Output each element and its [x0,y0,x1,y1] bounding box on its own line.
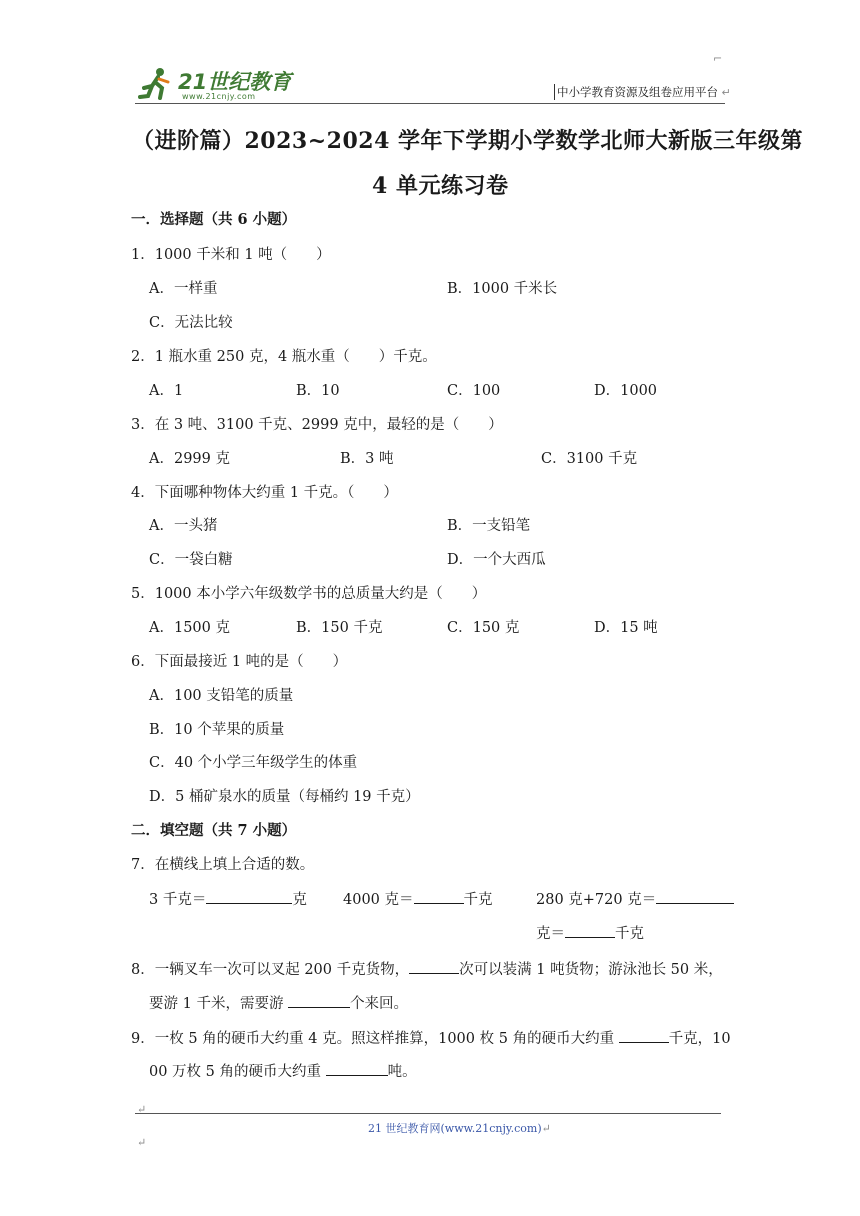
question-3-option-b: B．3 吨 [340,451,394,467]
page-title-line-1: （进阶篇）2023~2024 学年下学期小学数学北师大新版三年级第 [132,128,804,154]
question-1-option-b: B．1000 千米长 [447,281,558,297]
q7-part-3-left: 280 克+720 克＝ [536,892,657,908]
logo-url: www.21cnjy.com [182,92,256,101]
question-5-option-a: A．1500 克 [149,620,230,636]
question-5-option-d: D．15 吨 [594,620,658,636]
question-3-option-a: A．2999 克 [149,451,230,467]
question-4-stem: 4．下面哪种物体大约重 1 千克。（ ） [131,485,398,501]
question-2-option-d: D．1000 [594,383,658,399]
answer-blank[interactable] [414,889,464,904]
question-7-part-2 [343,888,493,909]
q9-text-c: 00 万枚 5 角的硬币大约重 [149,1064,326,1080]
page-title-line-2: 4 单元练习卷 [372,173,509,199]
answer-blank[interactable] [656,889,734,904]
footer-rule [135,1113,721,1114]
logo-text: 21世纪教育 [178,70,292,94]
question-5-stem: 5．1000 本小学六年级数学书的总质量大约是（ ） [131,586,487,602]
question-3-stem: 3．在 3 吨、3100 千克、2999 克中，最轻的是（ ） [131,417,503,433]
question-7-part-1 [149,888,307,909]
q9-text-d: 吨。 [387,1064,417,1080]
question-7-part-3 [536,888,734,909]
return-mark: ↵ [718,86,731,99]
question-5-option-c: C．150 克 [447,620,520,636]
q7-part-2-unit: 千克 [463,892,493,908]
q7-part-4-left: 克＝ [536,926,565,942]
question-9-line-2 [149,1060,417,1081]
section-heading-fill: 二．填空题（共 7 小题） [131,822,297,839]
return-mark: ↵ [541,1122,551,1135]
q9-text-b: 千克，10 [668,1031,731,1047]
question-4-option-c: C．一袋白糖 [149,552,233,568]
question-6-option-b: B．10 个苹果的质量 [149,722,285,738]
q8-text-a: 8．一辆叉车一次可以叉起 200 千克货物， [131,962,410,978]
question-6-option-a: A．100 支铅笔的质量 [149,688,294,704]
platform-text: 中小学教育资源及组卷应用平台 [557,85,718,99]
q8-text-c: 要游 1 千米，需要游 [149,996,289,1012]
q7-part-4-unit: 千克 [615,926,644,942]
answer-blank[interactable] [288,993,350,1008]
question-1-option-c: C．无法比较 [149,315,233,331]
runner-logo-icon [138,66,178,102]
answer-blank[interactable] [206,889,292,904]
question-4-option-d: D．一个大西瓜 [447,552,546,568]
question-3-option-c: C．3100 千克 [541,451,638,467]
question-2-option-b: B．10 [296,383,340,399]
question-8-line-2 [149,992,408,1013]
question-4-option-b: B．一支铅笔 [447,518,531,534]
return-mark: ↵ [137,1136,147,1149]
question-8-line-1 [131,958,723,979]
question-6-option-c: C．40 个小学三年级学生的体重 [149,755,358,771]
footer-text: 21 世纪教育网(www.21cnjy.com) [368,1122,542,1135]
question-7-part-4 [536,922,644,943]
question-9-line-1 [131,1027,731,1048]
header-rule [135,103,725,104]
footer-link[interactable] [368,1120,551,1136]
question-2-stem: 2．1 瓶水重 250 克，4 瓶水重（ ）千克。 [131,349,437,365]
q8-text-b: 次可以装满 1 吨货物；游泳池长 50 米， [459,962,723,978]
question-1-stem: 1．1000 千米和 1 吨（ ） [131,247,331,263]
q7-part-2-left: 4000 克＝ [343,892,414,908]
question-6-stem: 6．下面最接近 1 吨的是（ ） [131,654,348,670]
corner-mark: ⌐ [713,52,723,65]
q7-part-1-unit: 克 [292,892,307,908]
q8-text-d: 个来回。 [350,996,409,1012]
question-4-option-a: A．一头猪 [149,518,218,534]
question-5-option-b: B．150 千克 [296,620,383,636]
answer-blank[interactable] [619,1028,669,1043]
q7-part-1-left: 3 千克＝ [149,892,207,908]
answer-blank[interactable] [326,1061,388,1076]
logo [138,66,292,104]
answer-blank[interactable] [565,923,615,938]
question-2-option-c: C．100 [447,383,501,399]
platform-label [554,84,731,100]
section-heading-choice: 一．选择题（共 6 小题） [131,211,297,228]
question-2-option-a: A．1 [149,383,184,399]
question-6-option-d: D．5 桶矿泉水的质量（每桶约 19 千克） [149,789,420,805]
question-7-stem: 7．在横线上填上合适的数。 [131,857,315,873]
answer-blank[interactable] [409,959,459,974]
return-mark: ↵ [137,1103,147,1116]
question-1-option-a: A．一样重 [149,281,218,297]
q9-text-a: 9．一枚 5 角的硬币大约重 4 克。照这样推算，1000 枚 5 角的硬币大约重 [131,1031,619,1047]
